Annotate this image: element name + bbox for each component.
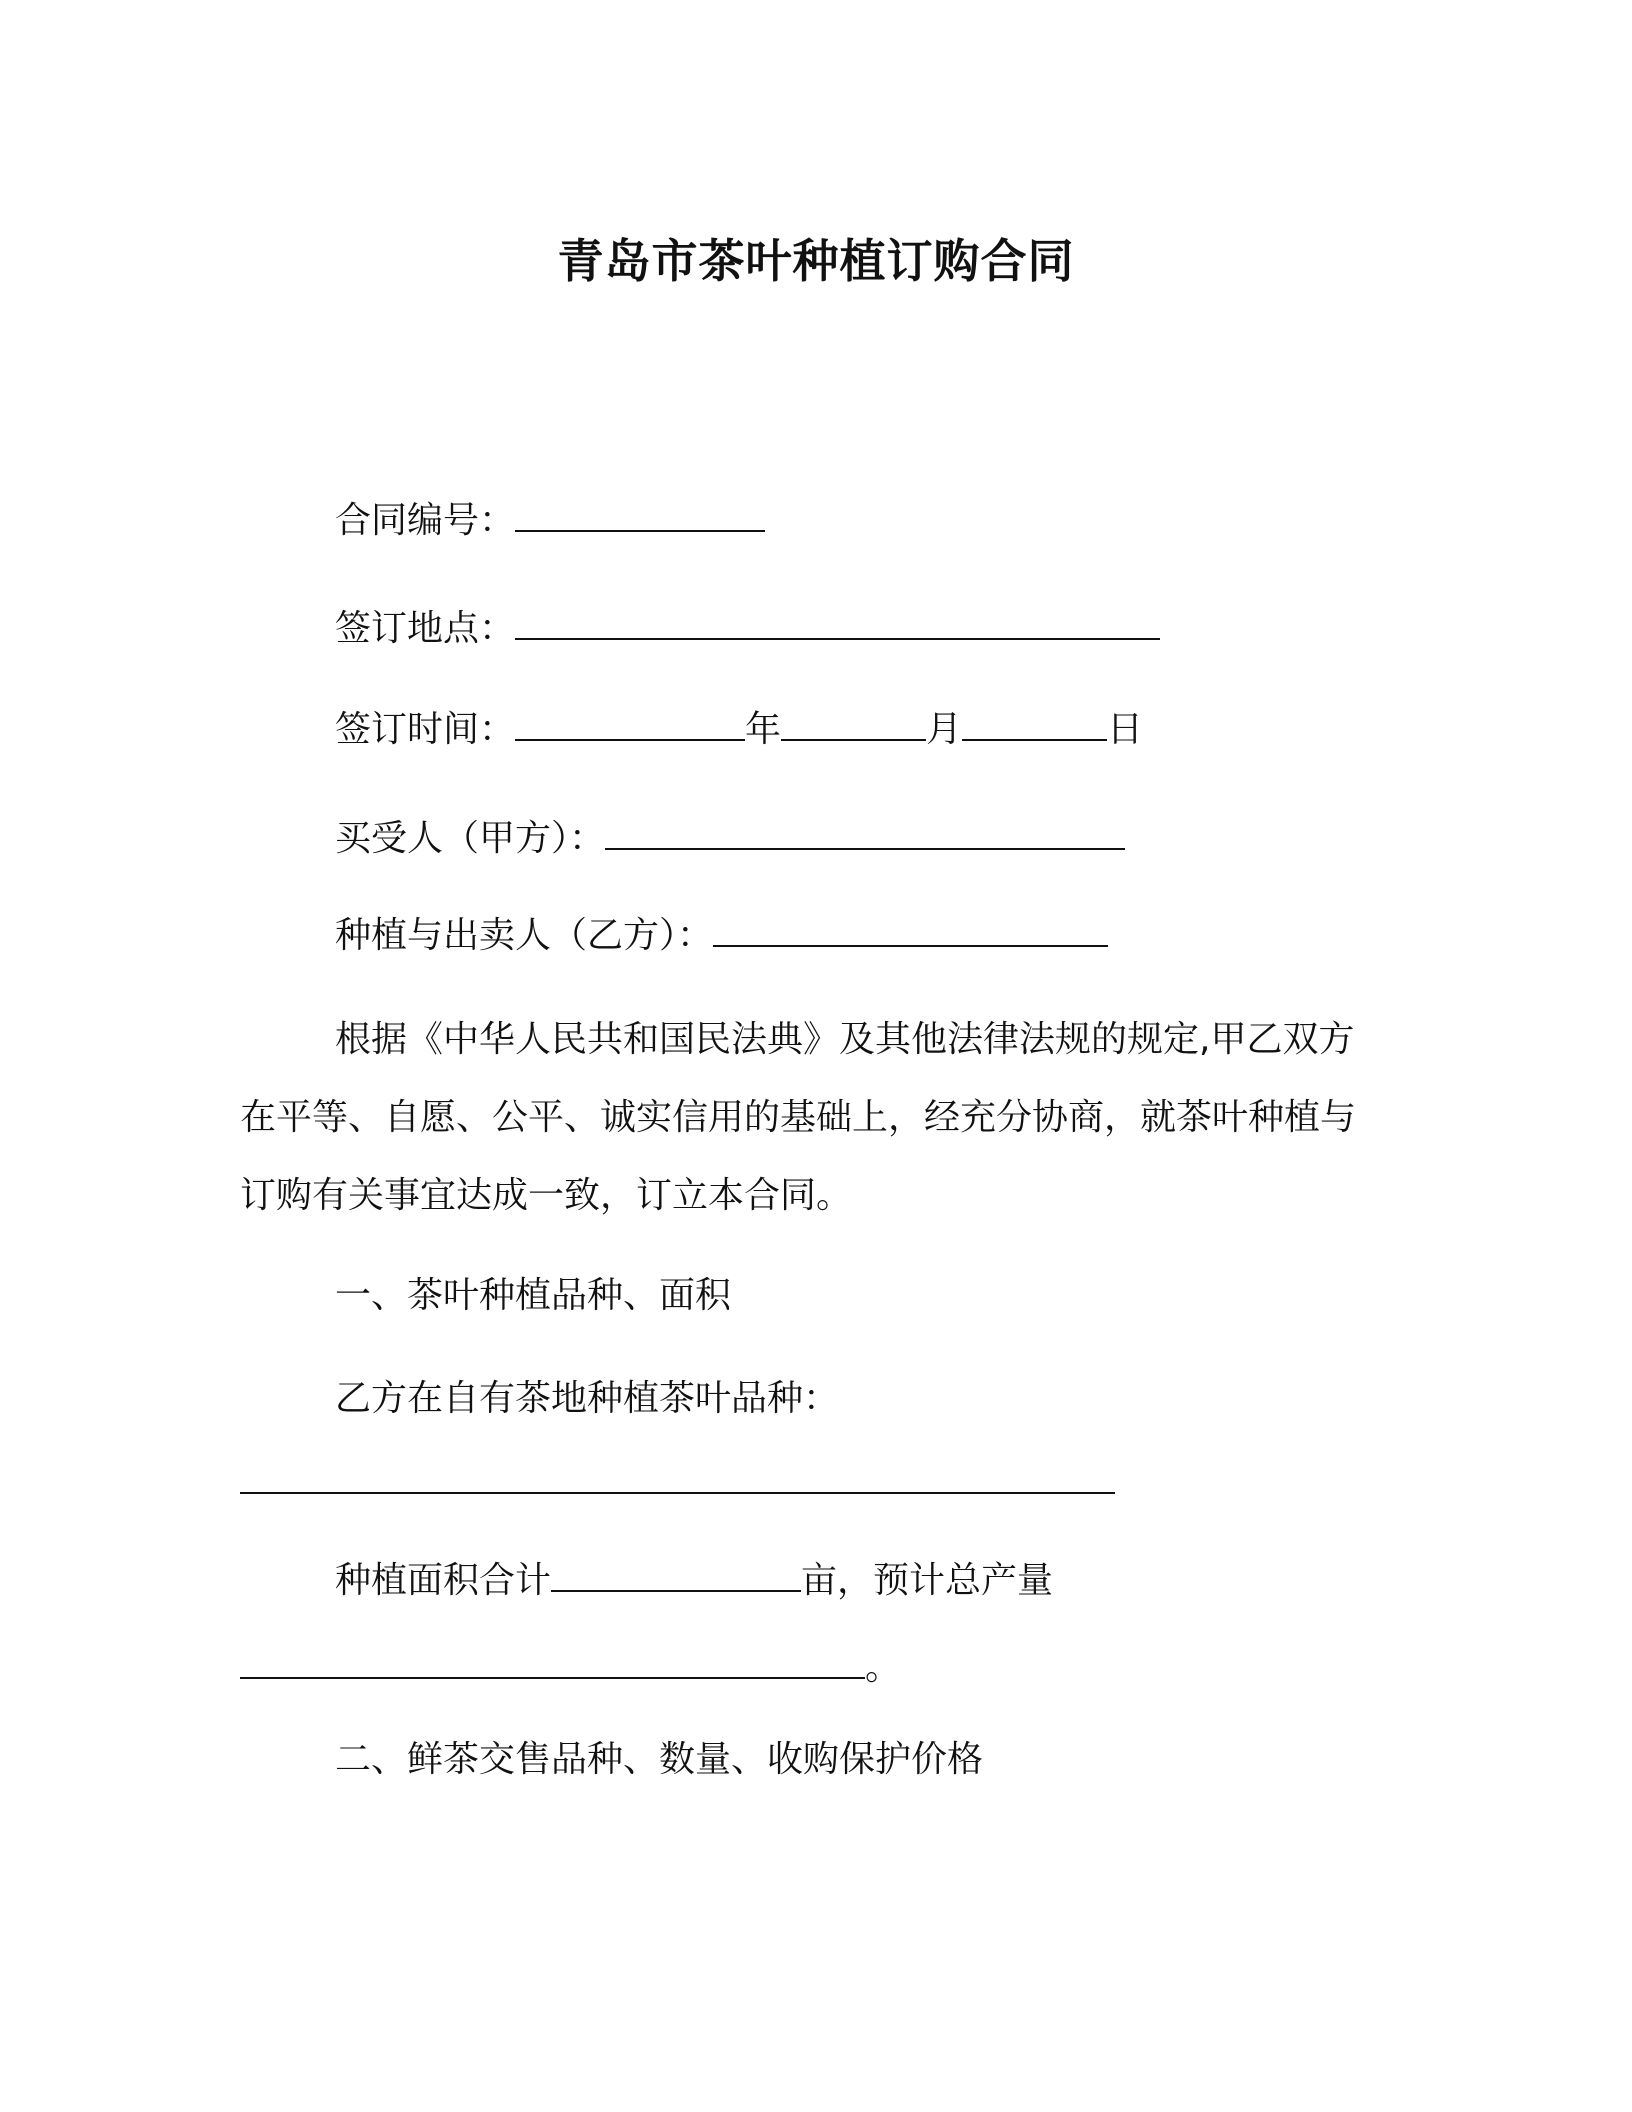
sign-time-line xyxy=(335,705,1143,754)
document-title: 青岛市茶叶种植订购合同 xyxy=(557,234,1075,288)
sign-place-blank[interactable] xyxy=(515,604,1160,640)
sign-year-blank[interactable] xyxy=(515,705,745,741)
sign-place-line xyxy=(335,604,1160,653)
section-2-heading: 二、鲜茶交售品种、数量、收购保护价格 xyxy=(335,1739,984,1780)
party-b-line xyxy=(335,911,1108,960)
preamble-paragraph: 根据《中华人民共和国民法典》及其他法律法规的规定,甲乙双方在平等、自愿、公平、诚实信用的基础上，经充分协商，就茶叶种植与订购有关事宜达成一致，订立本合同。 xyxy=(240,1019,1357,1216)
yield-label: 亩，预计总产量 xyxy=(801,1560,1054,1601)
sign-month-blank[interactable] xyxy=(781,705,926,741)
party-b-label: 种植与出卖人（乙方）： xyxy=(335,915,714,956)
yield-blank-line xyxy=(240,1643,901,1692)
sign-day-blank[interactable] xyxy=(962,705,1107,741)
contract-number-line xyxy=(335,496,765,545)
variety-blank[interactable] xyxy=(240,1458,1115,1494)
variety-line: 乙方在自有茶地种植茶叶品种： xyxy=(335,1378,840,1419)
day-label: 日 xyxy=(1107,709,1144,750)
area-line xyxy=(335,1556,1053,1605)
area-label: 种植面积合计 xyxy=(335,1560,552,1601)
period-mark: 。 xyxy=(865,1647,902,1688)
variety-blank-line xyxy=(240,1458,1115,1507)
party-a-blank[interactable] xyxy=(605,814,1125,850)
sign-place-label: 签订地点： xyxy=(335,608,516,649)
contract-number-blank[interactable] xyxy=(515,496,765,532)
sign-time-label: 签订时间： xyxy=(335,709,516,750)
yield-blank[interactable] xyxy=(240,1643,865,1679)
month-label: 月 xyxy=(926,709,963,750)
party-a-line xyxy=(335,814,1125,863)
year-label: 年 xyxy=(745,709,782,750)
area-blank[interactable] xyxy=(551,1556,801,1592)
contract-number-label: 合同编号： xyxy=(335,500,516,541)
party-a-label: 买受人（甲方）： xyxy=(335,818,606,859)
party-b-blank[interactable] xyxy=(713,911,1108,947)
section-1-heading: 一、茶叶种植品种、面积 xyxy=(335,1275,732,1316)
